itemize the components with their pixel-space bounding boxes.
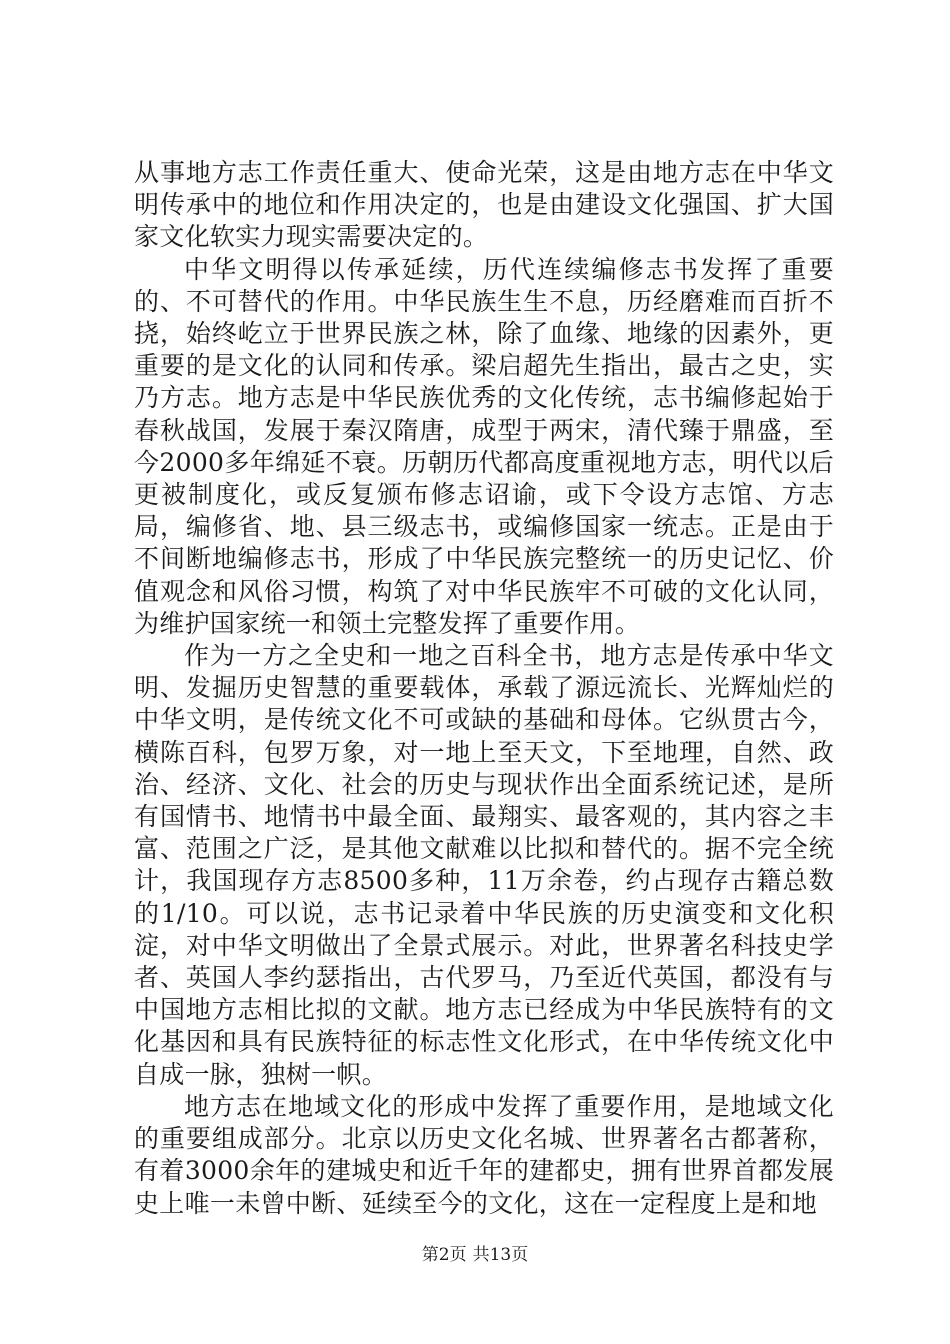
page-number-total: 共13页 <box>472 1245 529 1265</box>
page-footer <box>0 1240 950 1265</box>
paragraph-4: 地方志在地域文化的形成中发挥了重要作用，是地域文化的重要组成部分。北京以历史文化名城、世界著名古都著称，有着3000余年的建城史和近千年的建都史，拥有世界首都发展史上唯一未曾中断、延续至今的文化，这在一定程度上是和地 <box>134 1091 834 1218</box>
paragraph-3: 作为一方之全史和一地之百科全书，地方志是传承中华文明、发掘历史智慧的重要载体，承载了源远流长、光辉灿烂的中华文明，是传统文化不可或缺的基础和母体。它纵贯古今，横陈百科，包罗万象，对一地上至天文，下至地理，自然、政治、经济、文化、社会的历史与现状作出全面系统记述，是所有国情书、地情书中最全面、最翔实、最客观的，其内容之丰富、范围之广泛，是其他文献难以比拟和替代的。据不完全统计，我国现存方志8500多种，11万余卷，约占现存古籍总数的1/10。可以说，志书记录着中华民族的历史演变和文化积淀，对中华文明做出了全景式展示。对此，世界著名科技史学者、英国人李约瑟指出，古代罗马，乃至近代英国，都没有与中国地方志相比拟的文献。地方志已经成为中华民族特有的文化基因和具有民族特征的标志性文化形式，在中华传统文化中自成一脉，独树一帜。 <box>134 641 834 1089</box>
document-body <box>134 157 834 1220</box>
paragraph-1: 从事地方志工作责任重大、使命光荣，这是由地方志在中华文明传承中的地位和作用决定的，也是由建设文化强国、扩大国家文化软实力现实需要决定的。 <box>134 158 834 252</box>
paragraph-2: 中华文明得以传承延续，历代连续编修志书发挥了重要的、不可替代的作用。中华民族生生不息，历经磨难而百折不挠，始终屹立于世界民族之林，除了血缘、地缘的因素外，更重要的是文化的认同和传承。梁启超先生指出，最古之史，实乃方志。地方志是中华民族优秀的文化传统，志书编修起始于春秋战国，发展于秦汉隋唐，成型于两宋，清代臻于鼎盛，至今2000多年绵延不衰。历朝历代都高度重视地方志，明代以后更被制度化，或反复颁布修志诏谕，或下令设方志馆、方志局，编修省、地、县三级志书，或编修国家一统志。正是由于不间断地编修志书，形成了中华民族完整统一的历史记忆、价值观念和风俗习惯，构筑了对中华民族牢不可破的文化认同，为维护国家统一和领土完整发挥了重要作用。 <box>134 254 834 638</box>
page-number-current: 第2页 <box>421 1245 467 1265</box>
